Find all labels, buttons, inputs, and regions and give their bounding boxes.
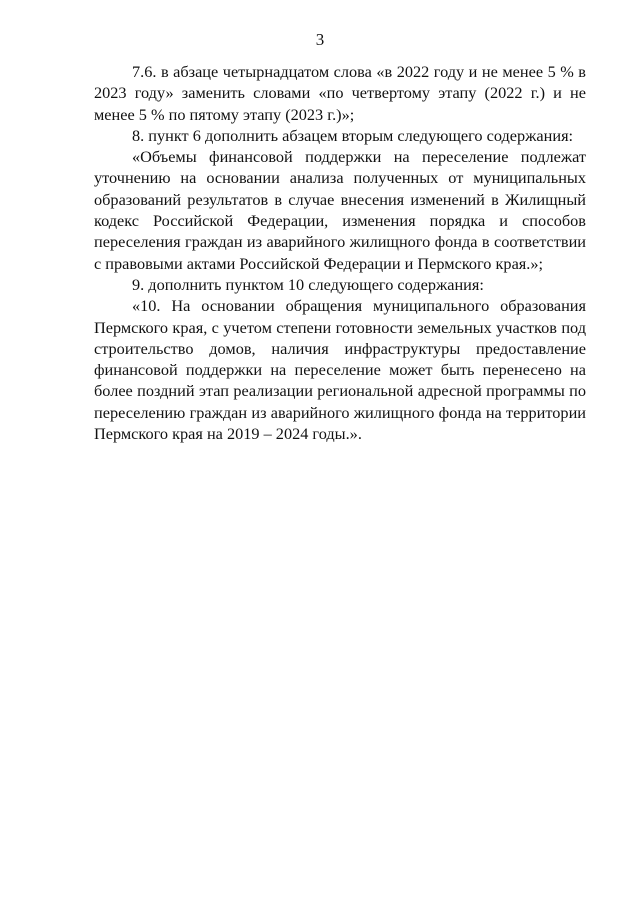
paragraph-7-6: 7.6. в абзаце четырнадцатом слова «в 2022 году и не менее 5 % в 2023 году» заменить словами «по четвертому этапу (2022 г.) и не менее 5 % по пятому этапу (2023 г.)»;	[94, 62, 586, 124]
paragraph-8: 8. пункт 6 дополнить абзацем вторым следующего содержания:	[132, 125, 574, 145]
paragraph-8-quote: «Объемы финансовой поддержки на переселение подлежат уточнению на основании анализа полученных от муниципальных образований результатов в случае внесения изменений в Жилищный кодекс Российской Федерации, изменения порядка и способов переселения граждан из аварийного жилищного фонда в соответствии с правовыми актами Российской Федерации и Пермского края.»;	[94, 147, 586, 273]
document-body	[94, 61, 586, 444]
paragraph-9-quote: «10. На основании обращения муниципального образования Пермского края, с учетом степени готовности земельных участков под строительство домов, наличия инфраструктуры предоставление финансовой поддержки на переселение может быть перенесено на более поздний этап реализации региональной адресной программы по переселению граждан из аварийного жилищного фонда на территории Пермского края на 2019 – 2024 годы.».	[94, 296, 586, 444]
page-number: 3	[315, 30, 325, 49]
paragraph-9: 9. дополнить пунктом 10 следующего содержания:	[132, 274, 484, 294]
